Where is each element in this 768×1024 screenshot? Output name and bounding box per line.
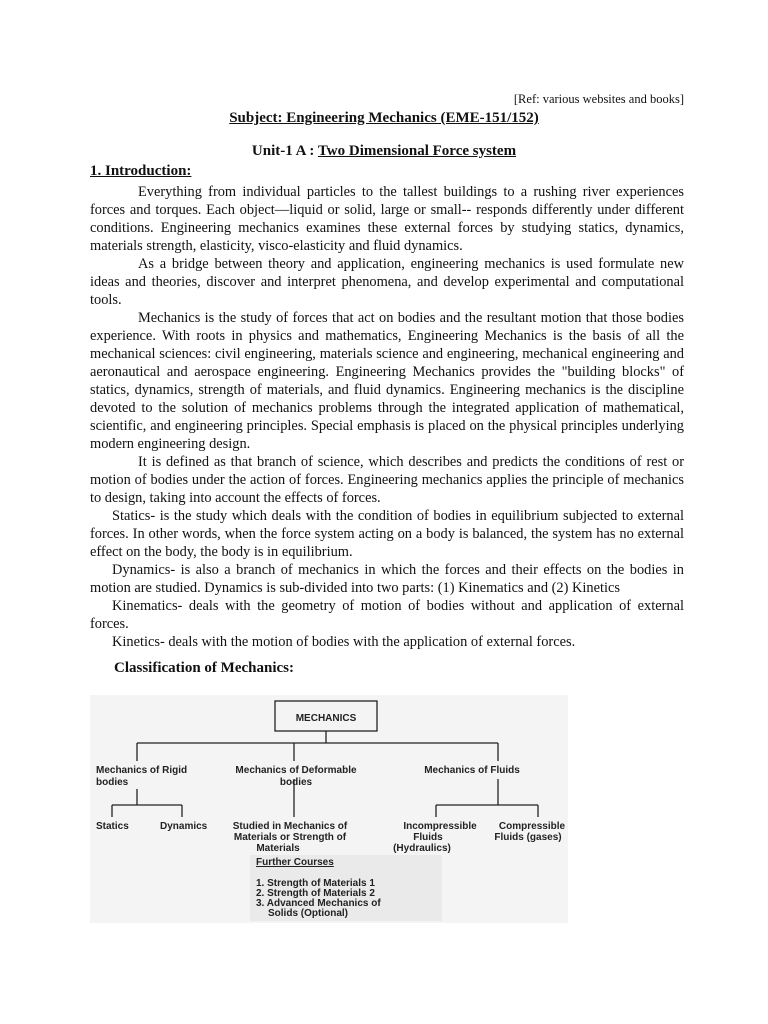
intro-body	[90, 183, 684, 651]
paragraph: Mechanics is the study of forces that act on bodies and the resultant motion that those bodies experience. With roots in physics and mathematics, Engineering Mechanics is the basis of all the mechanical sciences: civil engineering, materials science and engineering, mechanical engineering and aeronautical and aerospace engineering. Engineering Mechanics provides the "building blocks" of statics, dynamics, strength of materials, and fluid dynamics. Engineering mechanics is the discipline devoted to the solution of mechanics problems through the integrated application of mathematical, scientific, and engineering principles. Special emphasis is placed on the physical principles underlying modern engineering design.	[90, 310, 684, 452]
incompressible-line-3: (Hydraulics)	[393, 843, 451, 854]
fluids-label: Mechanics of Fluids	[424, 765, 520, 776]
studied-line-2: Materials or Strength of	[233, 832, 347, 843]
paragraph: Kinetics- deals with the motion of bodies with the application of external forces.	[112, 634, 576, 650]
paragraph: It is defined as that branch of science, which describes and predicts the conditions of rest or motion of bodies under the action of forces. Engineering mechanics applies the principle of mechanics to design, taking into account the effects of forces.	[90, 454, 684, 506]
further-courses-box	[250, 855, 442, 921]
paragraph: Everything from individual particles to the tallest buildings to a rushing river experiences forces and torques. Each object—liquid or solid, large or small-- responds differently under different conditions. Engineering mechanics examines these external forces by studying statics, dynamics, materials strength, elasticity, visco-elasticity and fluid dynamics.	[90, 184, 684, 254]
incompressible-line-1: Incompressible	[403, 821, 477, 832]
further-courses-title: Further Courses	[256, 857, 334, 868]
reference-note: [Ref: various websites and books]	[513, 92, 684, 106]
deformable-line-1: Mechanics of Deformable	[235, 765, 357, 776]
paragraph: As a bridge between theory and application, engineering mechanics is used formulate new ideas and theories, discover and interpret phenomena, and develop experimental and computational tools.	[90, 256, 684, 308]
deformable-line-2: bodies	[279, 777, 313, 788]
subject-title: Subject: Engineering Mechanics (EME-151/152)	[229, 110, 539, 126]
dynamics-label: Dynamics	[160, 821, 208, 832]
course-item: 1. Strength of Materials 1	[256, 878, 375, 889]
paragraph: Dynamics- is also a branch of mechanics in which the forces and their effects on the bodies in motion are studied. Dynamics is sub-divided into two parts: (1) Kinematics and (2) Kinetics	[90, 562, 684, 596]
mechanics-classification-diagram	[90, 695, 568, 923]
course-item: 2. Strength of Materials 2	[256, 888, 375, 899]
incompressible-line-2: Fluids	[413, 832, 443, 843]
course-item: 3. Advanced Mechanics of	[256, 898, 381, 909]
compressible-line-1: Compressible	[498, 821, 566, 832]
compressible-line-2: Fluids (gases)	[494, 832, 562, 843]
unit-prefix: Unit-1 A :	[251, 143, 318, 159]
rigid-line-1: Mechanics of Rigid	[96, 765, 188, 776]
studied-line-3: Materials	[256, 843, 300, 854]
root-label: MECHANICS	[295, 713, 357, 724]
paragraph: Kinematics- deals with the geometry of motion of bodies without and application of external forces.	[90, 598, 684, 632]
unit-title	[0, 143, 768, 160]
section-heading: 1. Introduction:	[90, 163, 192, 179]
course-item: Solids (Optional)	[268, 908, 348, 919]
rigid-line-2: bodies	[96, 777, 129, 788]
studied-line-1: Studied in Mechanics of	[232, 821, 348, 832]
statics-label: Statics	[96, 821, 129, 832]
paragraph: Statics- is the study which deals with the condition of bodies in equilibrium subjected to external forces. In other words, when the force system acting on a body is balanced, the system has no external effect on the body, the body is in equilibrium.	[90, 508, 684, 560]
classification-heading: Classification of Mechanics:	[114, 660, 294, 676]
unit-name: Two Dimensional Force system	[317, 143, 517, 159]
